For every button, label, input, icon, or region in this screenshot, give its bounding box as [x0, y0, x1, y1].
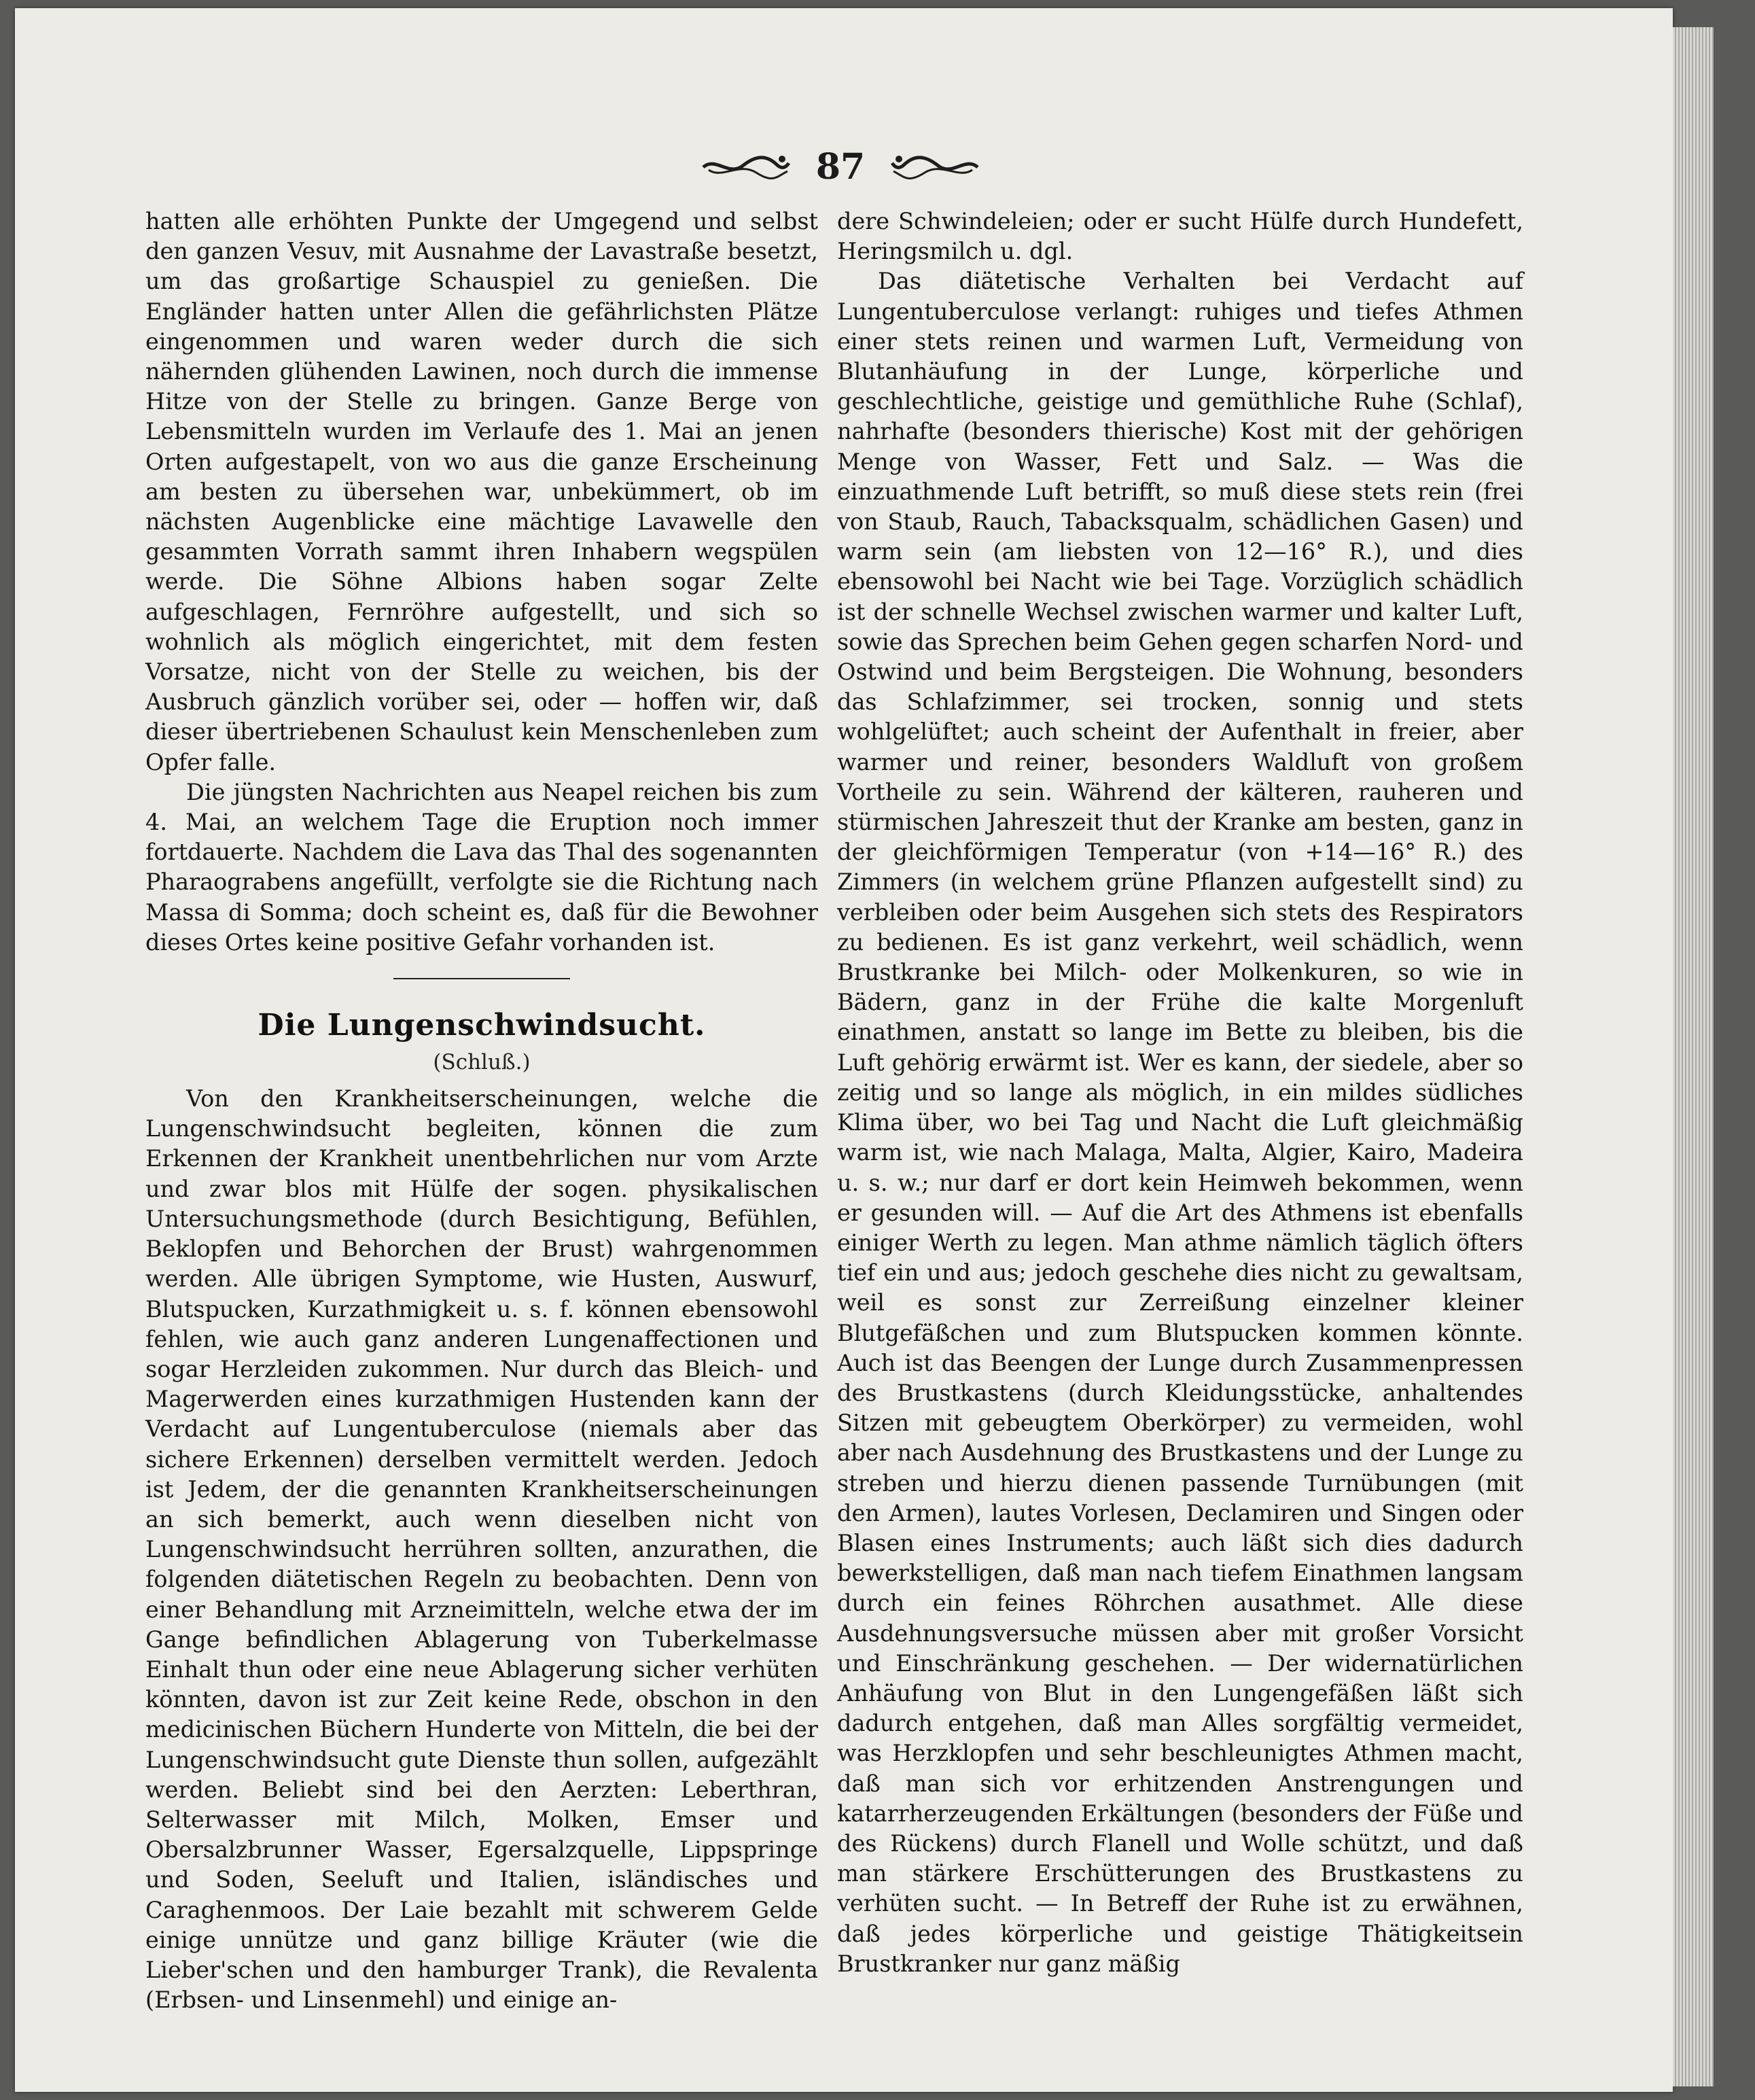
- page-edges: [1673, 27, 1714, 2086]
- left-ornament-icon: [702, 150, 790, 183]
- section-divider: [393, 978, 570, 979]
- dietetic-paragraph: Das diätetische Verhalten bei Verdacht auf Lungentuberculose verlangt: ruhiges und tiefes Athmen einer stets reinen und warmen Luft, Vermeidung von Blutanhäufung in der Lunge, körperliche und geschlechtliche, geistige und gemüthliche Ruhe (Schlaf), nahrhafte (besonders thierische) Kost mit der gehörigen Menge von Wasser, Fett und Salz. — Was die einzuathmende Luft betrifft, so muß diese stets rein (frei von Staub, Rauch, Tabacksqualm, schädlichen Gasen) und warm sein (am liebsten von 12—16° R.), und dies ebensowohl bei Nacht wie bei Tage. Vorzüglich schädlich ist der schnelle Wechsel zwischen warmer und kalter Luft, sowie das Sprechen beim Gehen gegen scharfen Nord- und Ostwind und beim Bergsteigen. Die Wohnung, besonders das Schlafzimmer, sei trocken, sonnig und stets wohlgelüftet; auch scheint der Aufenthalt in freier, aber warmer und reiner, besonders Waldluft von großem Vortheile zu sein. Während der kälteren, rauheren und stürmischen Jahreszeit thut der Kranke am besten, ganz in der gleichförmigen Temperatur (von +14—16° R.) des Zimmers (in welchem grüne Pflanzen aufgestellt sind) zu verbleiben oder beim Ausgehen sich stets des Respirators zu bedienen. Es ist ganz verkehrt, weil schädlich, wenn Brustkranke bei Milch- oder Molkenkuren, so wie in Bädern, ganz in der Frühe die kalte Morgenluft einathmen, anstatt so lange im Bette zu bleiben, bis die Luft gehörig erwärmt ist. Wer es kann, der siedele, aber so zeitig und so lange als möglich, in ein mildes südliches Klima über, wo bei Tag und Nacht die Luft gleichmäßig warm ist, wie nach Malaga, Malta, Algier, Kairo, Madeira u. s. w.; nur darf er dort kein Heimweh bekommen, wenn er gesunden will. — Auf die Art des Athmens ist ebenfalls einiger Werth zu legen. Man athme nämlich täglich öfters tief ein und aus; jedoch geschehe dies nicht zu gewaltsam, weil es sonst zur Zerreißung einzelner kleiner Blutgefäßchen und zum Blutspucken kommen könnte. Auch ist das Beengen der Lunge durch Zusammenpressen des Brustkastens (durch Kleidungsstücke, anhaltendes Sitzen mit gebeugtem Oberkörper) zu vermeiden, wohl aber nach Ausdehnung des Brustkastens und der Lunge zu streben und hierzu dienen passende Turnübungen (mit den Armen), lautes Vorlesen, Declamiren und Singen oder Blasen eines Instruments; auch läßt sich dies dadurch bewerkstelligen, daß man nach tiefem Einathmen langsam durch ein feines Röhrchen ausathmet. Alle diese Ausdehnungsversuche müssen aber mit großer Vorsicht und Einschränkung geschehen. — Der widernatürlichen Anhäufung von Blut in den Lungengefäßen läßt sich dadurch entgehen, daß man Alles sorgfältig vermeidet, was Herzklopfen und sehr beschleunigtes Athmen macht, daß man sich vor erhitzenden Anstrengungen und katarrherzeugenden Erkältungen (besonders der Füße und des Rückens) durch Flanell und Wolle schützt, und daß man stärkere Erschütterungen des Brustkastens zu verhüten sucht. — In Betreff der Ruhe ist zu erwähnen, daß jedes körperliche und geistige Thätigkeitsein Brustkranker nur ganz mäßig: [837, 268, 1523, 1977]
- right-column: [837, 207, 1523, 1979]
- continuation-paragraph: dere Schwindeleien; oder er sucht Hülfe durch Hundefett, Heringsmilch u. dgl.: [837, 208, 1523, 265]
- left-column: [145, 207, 818, 2015]
- vesuv-report-paragraph: hatten alle erhöhten Punkte der Umgegend und selbst den ganzen Vesuv, mit Ausnahme der Lavastraße besetzt, um das großartige Schauspiel zu genießen. Die Engländer hatten unter Allen die gefährlichsten Plätze eingenommen und waren weder durch die sich nähernden glühenden Lawinen, noch durch die immense Hitze von der Stelle zu bringen. Ganze Berge von Lebensmitteln wurden im Verlaufe des 1. Mai an jenen Orten aufgestapelt, von wo aus die ganze Erscheinung am besten zu übersehen war, unbekümmert, ob im nächsten Augenblicke eine mächtige Lavawelle den gesammten Vorrath sammt ihren Inhabern wegspülen werde. Die Söhne Albions haben sogar Zelte aufgeschlagen, Fernröhre aufgestellt, und sich so wohnlich als möglich eingerichtet, mit dem festen Vorsatze, nicht von der Stelle zu weichen, bis der Ausbruch gänzlich vorüber sei, oder — hoffen wir, daß dieser übertriebenen Schaulust kein Menschenleben zum Opfer falle.: [145, 208, 818, 775]
- article-subtitle: (Schluß.): [433, 1050, 531, 1075]
- book-page: [15, 8, 1673, 2092]
- naples-news-paragraph: Die jüngsten Nachrichten aus Neapel reichen bis zum 4. Mai, an welchem Tage die Eruption noch immer fortdauerte. Nachdem die Lava das Thal des sogenannten Pharaograbens angefüllt, verfolgte sie die Richtung nach Massa di Somma; doch scheint es, daß für die Bewohner dieses Ortes keine positive Gefahr vorhanden ist.: [145, 778, 818, 956]
- article-title: Die Lungenschwindsucht.: [258, 1008, 706, 1043]
- page-number: 87: [815, 145, 866, 188]
- page-header: [688, 136, 993, 197]
- right-ornament-icon: [891, 150, 979, 183]
- symptoms-paragraph: Von den Krankheitserscheinungen, welche die Lungenschwindsucht begleiten, können die zum Erkennen der Krankheit unentbehrlichen nur vom Arzte und zwar blos mit Hülfe der sogen. physikalischen Untersuchungsmethode (durch Besichtigung, Befühlen, Beklopfen und Behorchen der Brust) wahrgenommen werden. Alle übrigen Symptome, wie Husten, Auswurf, Blutspucken, Kurzathmigkeit u. s. f. können ebensowohl fehlen, wie auch ganz anderen Lungenaffectionen und sogar Herzleiden zukommen. Nur durch das Bleich- und Magerwerden eines kurzathmigen Hustenden kann der Verdacht auf Lungentuberculose (niemals aber das sichere Erkennen) derselben vermittelt werden. Jedoch ist Jedem, der die genannten Krankheitserscheinungen an sich bemerkt, auch wenn dieselben nicht von Lungenschwindsucht herrühren sollten, anzurathen, die folgenden diätetischen Regeln zu beobachten. Denn von einer Behandlung mit Arzneimitteln, welche etwa der im Gange befindlichen Ablagerung von Tuberkelmasse Einhalt thun oder eine neue Ablagerung sicher verhüten könnten, davon ist zur Zeit keine Rede, obschon in den medicinischen Büchern Hunderte von Mitteln, die bei der Lungenschwindsucht gute Dienste thun sollen, aufgezählt werden. Beliebt sind bei den Aerzten: Leberthran, Selterwasser mit Milch, Molken, Emser und Obersalzbrunner Wasser, Egersalzquelle, Lippspringe und Soden, Seeluft und Italien, isländisches und Caraghenmoos. Der Laie bezahlt mit schwerem Gelde einige unnütze und ganz billige Kräuter (wie die Lieber'schen und den hamburger Trank), die Revalenta (Erbsen- und Linsenmehl) und einige an-: [145, 1085, 818, 2014]
